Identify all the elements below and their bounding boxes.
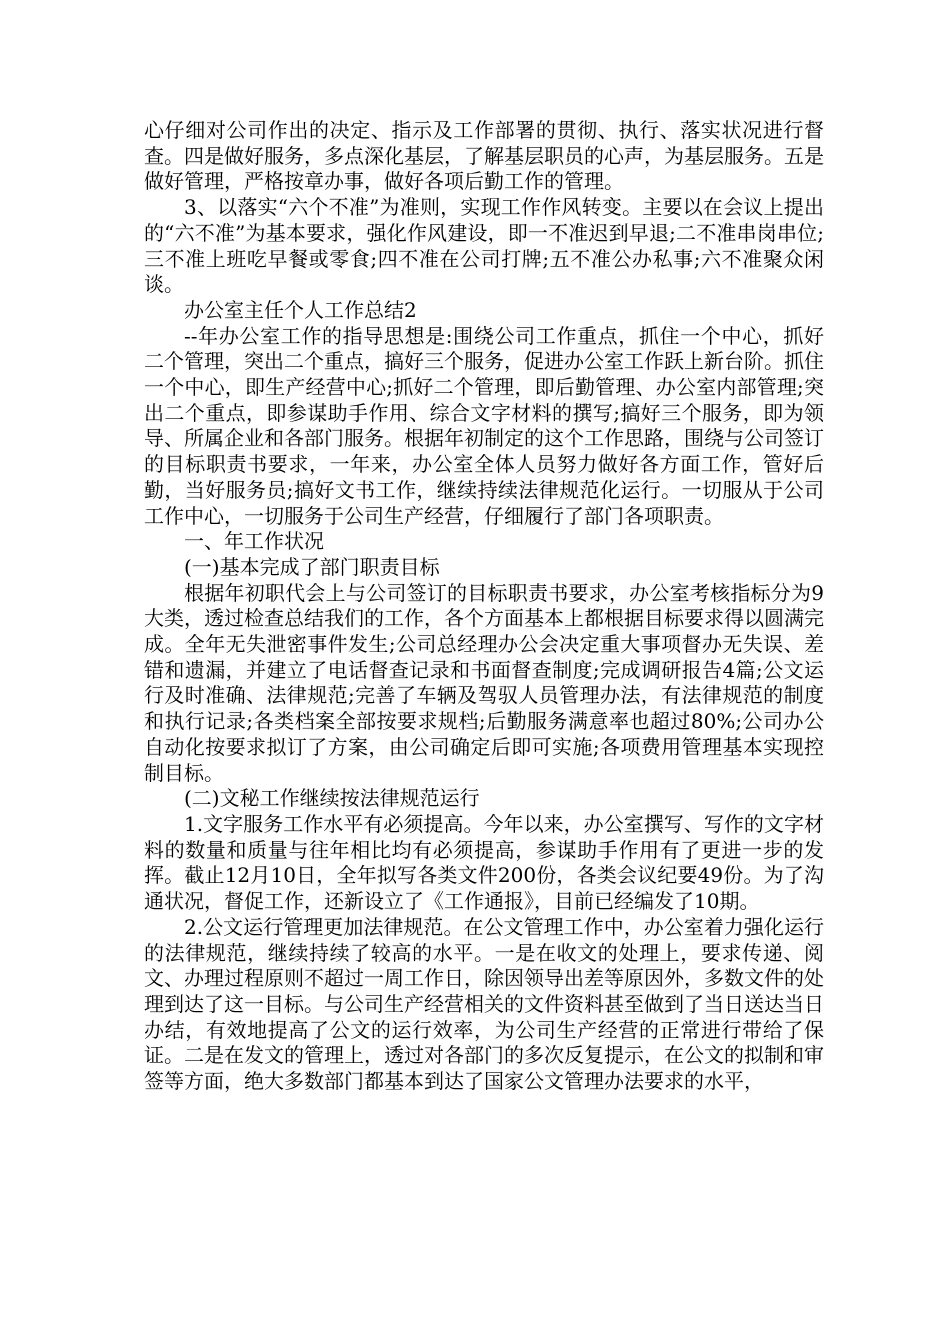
- paragraph: 根据年初职代会上与公司签订的目标职责书要求，办公室考核指标分为9大类，透过检查总结我们的工作，各个方面基本上都根据目标要求得以圆满完成。全年无失泄密事件发生;公司总经理办公会决定重大事项督办无失误、差错和遗漏，并建立了电话督查记录和书面督查制度;完成调研报告4篇;公文运行及时准确、法律规范;完善了车辆及驾驭人员管理办法，有法律规范的制度和执行记录;各类档案全部按要求规档;后勤服务满意率也超过80%;公司办公自动化按要求拟订了方案，由公司确定后即可实施;各项费用管理基本实现控制目标。: [144, 580, 824, 785]
- paragraph: 1.文字服务工作水平有必须提高。今年以来，办公室撰写、写作的文字材料的数量和质量与往年相比均有必须提高，参谋助手作用有了更进一步的发挥。截止12月10日，全年拟写各类文件200份，各类会议纪要49份。为了沟通状况，督促工作，还新设立了《工作通报》，目前已经编发了10期。: [144, 811, 824, 914]
- paragraph: 心仔细对公司作出的决定、指示及工作部署的贯彻、执行、落实状况进行督查。四是做好服务，多点深化基层，了解基层职员的心声，为基层服务。五是做好管理，严格按章办事，做好各项后勤工作的管理。: [144, 118, 824, 194]
- paragraph: 办公室主任个人工作总结2: [184, 297, 417, 322]
- document-body: [144, 118, 824, 1095]
- paragraph: (二)文秘工作继续按法律规范运行: [184, 786, 480, 811]
- paragraph: 一、年工作状况: [184, 529, 324, 554]
- paragraph: 2.公文运行管理更加法律规范。在公文管理工作中，办公室着力强化运行的法律规范，继续持续了较高的水平。一是在收文的处理上，要求传递、阅文、办理过程原则不超过一周工作日，除因领导出差等原因外，多数文件的处理到达了这一目标。与公司生产经营相关的文件资料甚至做到了当日送达当日办结，有效地提高了公文的运行效率，为公司生产经营的正常进行带给了保证。二是在发文的管理上，透过对各部门的多次反复提示，在公文的拟制和审签等方面，绝大多数部门都基本到达了国家公文管理办法要求的水平，: [144, 914, 824, 1094]
- paragraph: --年办公室工作的指导思想是:围绕公司工作重点，抓住一个中心，抓好二个管理，突出二个重点，搞好三个服务，促进办公室工作跃上新台阶。抓住一个中心，即生产经营中心;抓好二个管理，即后勤管理、办公室内部管理;突出二个重点，即参谋助手作用、综合文字材料的撰写;搞好三个服务，即为领导、所属企业和各部门服务。根据年初制定的这个工作思路，围绕与公司签订的目标职责书要求，一年来，办公室全体人员努力做好各方面工作，管好后勤，当好服务员;搞好文书工作，继续持续法律规范化运行。一切服从于公司工作中心，一切服务于公司生产经营，仔细履行了部门各项职责。: [144, 323, 824, 528]
- paragraph: 3、以落实“六个不准”为准则，实现工作作风转变。主要以在会议上提出的“六不准”为基本要求，强化作风建设，即一不准迟到早退;二不准串岗串位;三不准上班吃早餐或零食;四不准在公司打牌;五不准公办私事;六不准聚众闲谈。: [144, 195, 824, 297]
- paragraph: (一)基本完成了部门职责目标: [184, 554, 440, 579]
